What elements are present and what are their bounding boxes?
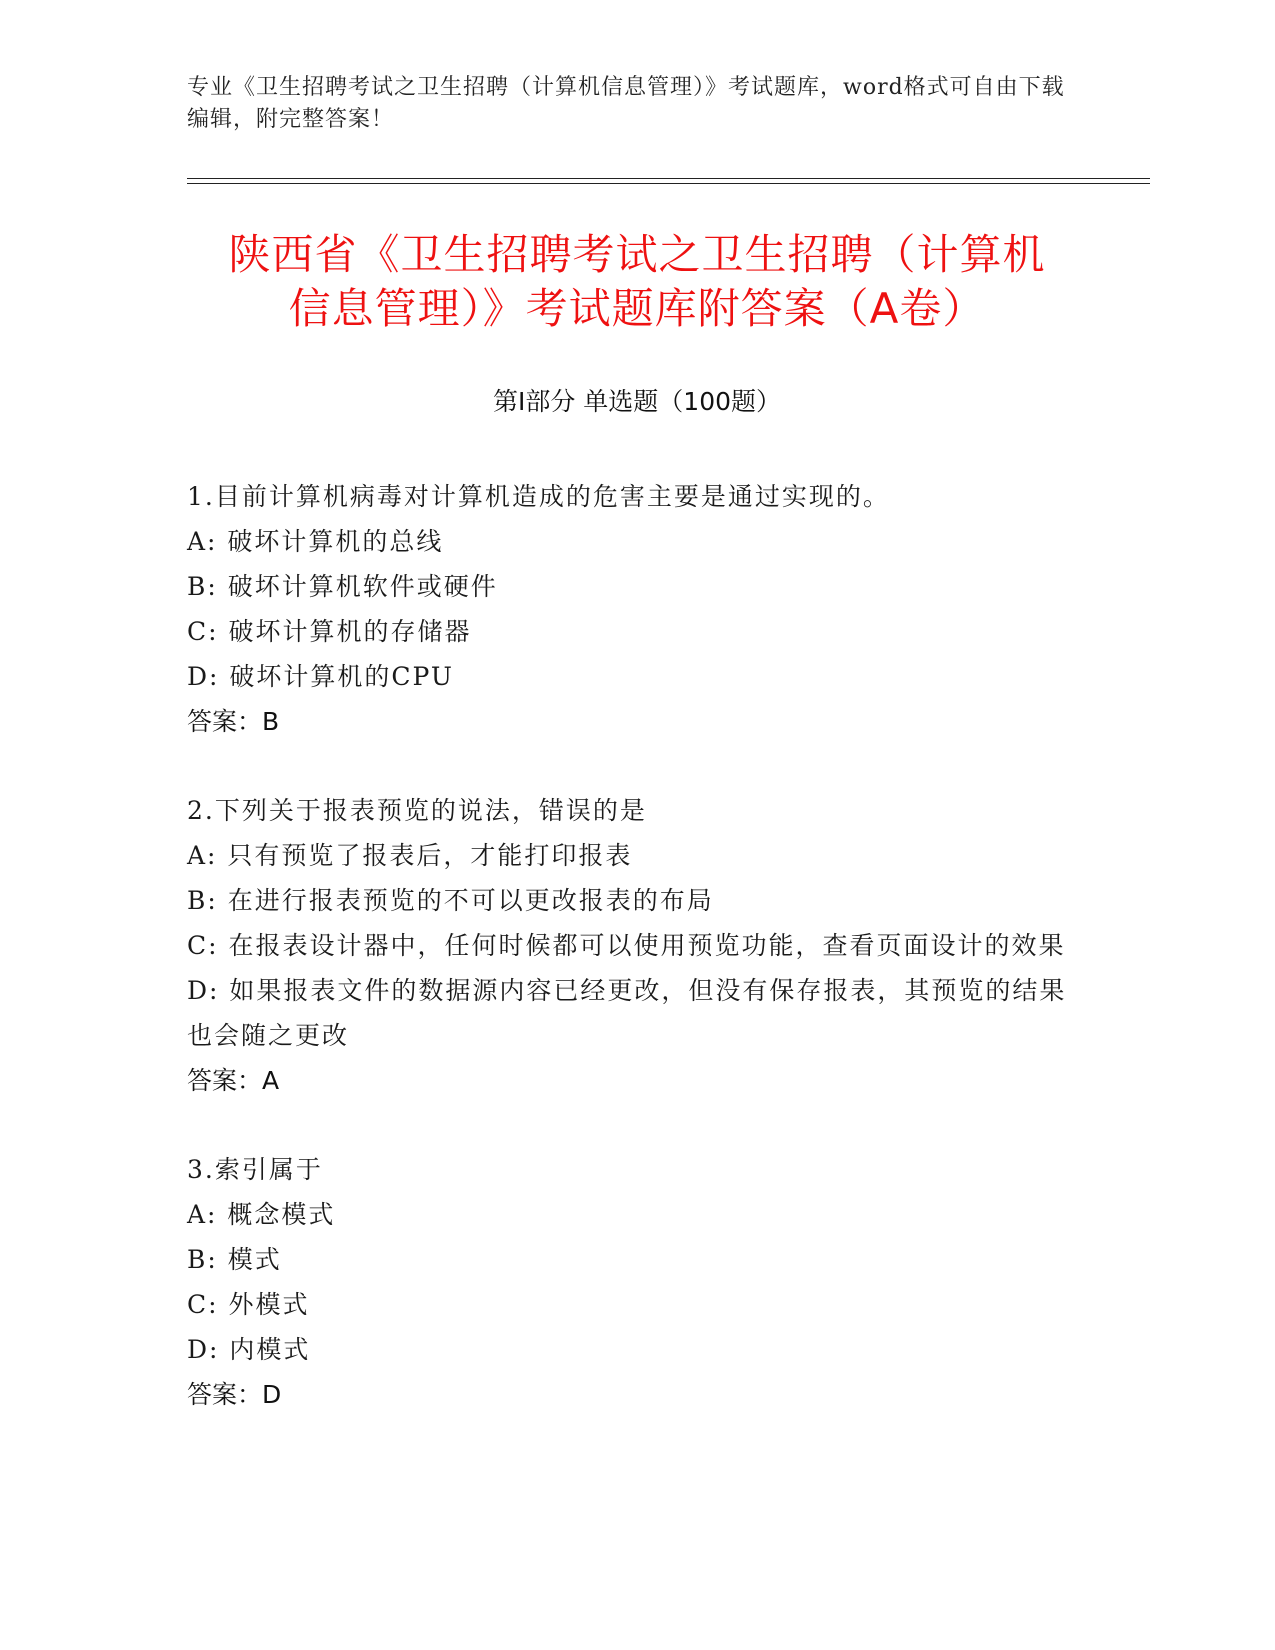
option-b: B: 模式 bbox=[187, 1245, 282, 1274]
option-a: A: 只有预览了报表后，才能打印报表 bbox=[187, 841, 633, 870]
option-d: D: 如果报表文件的数据源内容已经更改，但没有保存报表，其预览的结果也会随之更改 bbox=[187, 976, 1067, 1050]
question-3 bbox=[187, 1147, 1077, 1417]
section-title: 第I部分 单选题（100题） bbox=[492, 387, 782, 416]
document-title bbox=[187, 228, 1087, 336]
answer-label: 答案：D bbox=[187, 1380, 282, 1409]
question-1 bbox=[187, 474, 1077, 744]
question-stem: 2.下列关于报表预览的说法，错误的是 bbox=[187, 796, 647, 825]
question-list bbox=[187, 474, 1077, 1461]
option-b: B: 在进行报表预览的不可以更改报表的布局 bbox=[187, 886, 714, 915]
option-c: C: 破坏计算机的存储器 bbox=[187, 617, 472, 646]
document-title-line-2: 信息管理）》考试题库附答案（A卷） bbox=[288, 284, 986, 333]
option-d: D: 内模式 bbox=[187, 1335, 311, 1364]
header-rule-top bbox=[187, 178, 1150, 179]
option-c: C: 在报表设计器中，任何时候都可以使用预览功能，查看页面设计的效果 bbox=[187, 931, 1066, 960]
option-d: D: 破坏计算机的CPU bbox=[187, 662, 454, 691]
option-b: B: 破坏计算机软件或硬件 bbox=[187, 572, 498, 601]
header-note: 专业《卫生招聘考试之卫生招聘（计算机信息管理）》考试题库，word格式可自由下载编辑，附完整答案！ bbox=[187, 75, 1065, 132]
answer-label: 答案：B bbox=[187, 707, 280, 736]
question-stem: 3.索引属于 bbox=[187, 1155, 323, 1184]
answer-label: 答案：A bbox=[187, 1066, 280, 1095]
option-a: A: 概念模式 bbox=[187, 1200, 336, 1229]
option-c: C: 外模式 bbox=[187, 1290, 310, 1319]
question-stem: 1.目前计算机病毒对计算机造成的危害主要是通过实现的。 bbox=[187, 482, 890, 511]
document-title-line-1: 陕西省《卫生招聘考试之卫生招聘（计算机 bbox=[228, 230, 1046, 279]
question-2 bbox=[187, 788, 1077, 1103]
header-rule-bottom bbox=[187, 183, 1150, 184]
option-a: A: 破坏计算机的总线 bbox=[187, 527, 444, 556]
